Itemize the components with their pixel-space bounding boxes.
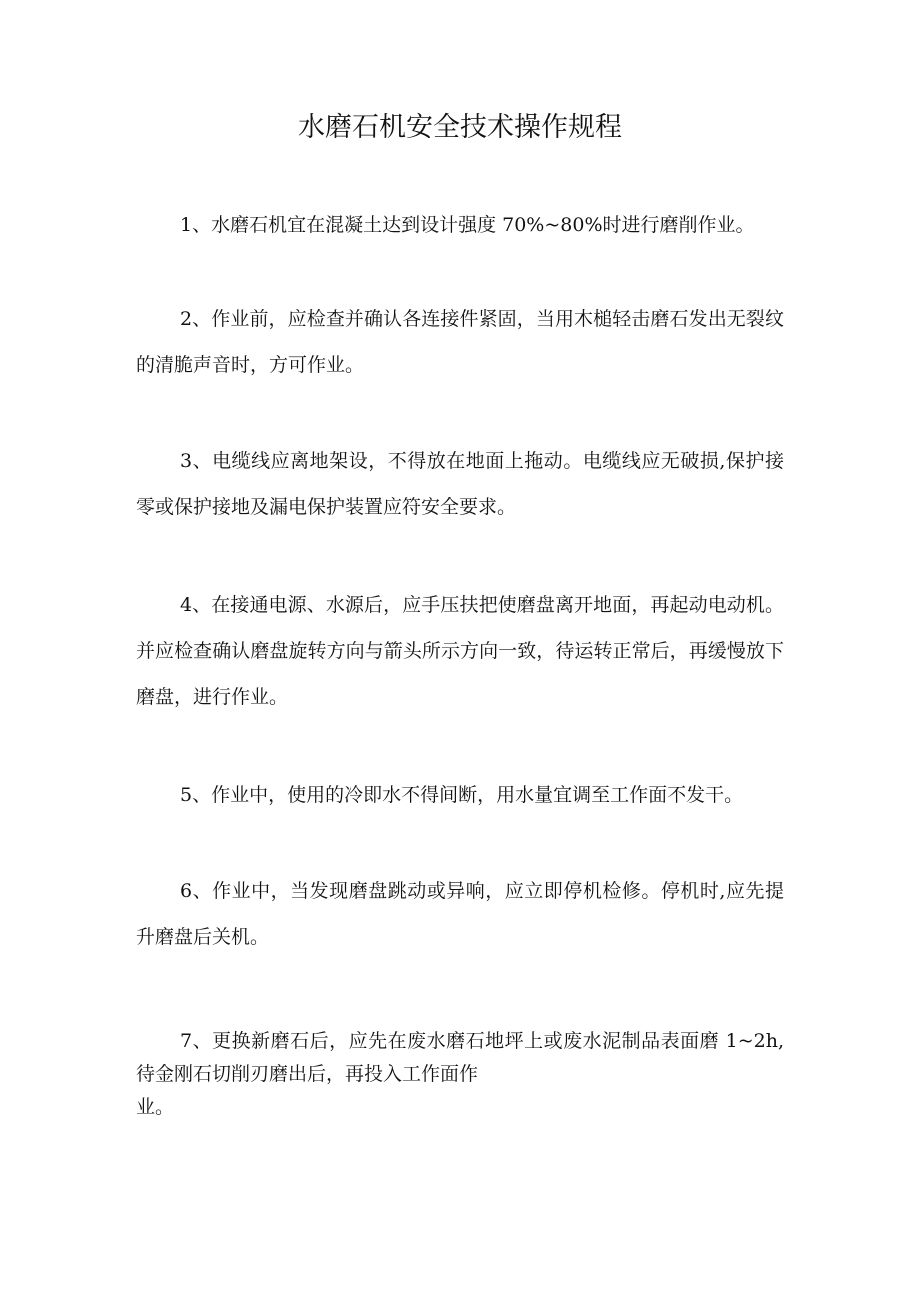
paragraph-1: 1、水磨石机宜在混凝土达到设计强度 70%~80%时进行磨削作业。	[180, 214, 755, 236]
paragraph-5: 5、作业中，使用的冷即水不得间断，用水量宜调至工作面不发干。	[180, 784, 744, 806]
paragraph-6: 6、作业中，当发现磨盘跳动或异响，应立即停机检修。停机时,应先提升磨盘后关机。	[136, 880, 784, 948]
paragraph-3: 3、电缆线应离地架设，不得放在地面上拖动。电缆线应无破损,保护接零或保护接地及漏电保护装置应符安全要求。	[136, 450, 784, 518]
paragraph-2: 2、作业前，应检查并确认各连接件紧固，当用木槌轻击磨石发出无裂纹的清脆声音时，方可作业。	[136, 308, 784, 376]
paragraph-4: 4、在接通电源、水源后，应手压扶把使磨盘离开地面，再起动电动机。并应检查确认磨盘旋转方向与箭头所示方向一致，待运转正常后，再缓慢放下磨盘，进行作业。	[136, 594, 784, 708]
paragraph-7-tail: 业。	[136, 1096, 175, 1118]
paragraph-7: 7、更换新磨石后，应先在废水磨石地坪上或废水泥制品表面磨 1~2h,待金刚石切削刃磨出后，再投入工作面作	[136, 1030, 784, 1085]
document-title: 水磨石机安全技术操作规程	[298, 112, 622, 143]
